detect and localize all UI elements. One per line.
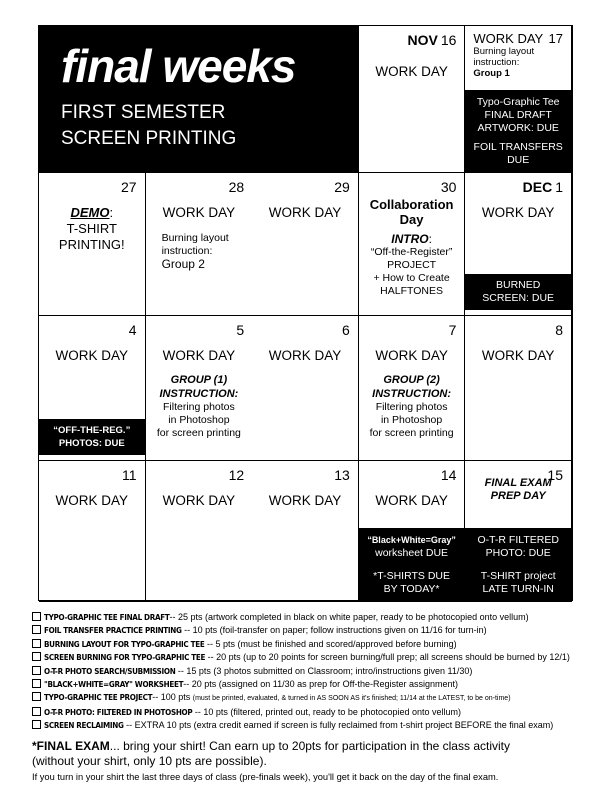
due-box: O-T-R FILTERED PHOTO: DUE T-SHIRT project LATE TURN-IN bbox=[465, 528, 571, 601]
day-number: 30 bbox=[440, 179, 457, 195]
day-number: 13 bbox=[334, 467, 350, 483]
grading-checklist bbox=[32, 611, 592, 784]
checkbox[interactable] bbox=[32, 639, 41, 648]
checklist-item: TYPO-GRAPHIC TEE PROJECT-- 100 pts (must be printed, evaluated, & turned in AS SOON AS it's finished; 11/14 at the LATEST, to be on-time) bbox=[32, 691, 592, 705]
subtitle-1: FIRST SEMESTER bbox=[61, 102, 226, 123]
day-number: 5 bbox=[236, 322, 245, 338]
month-label: NOV bbox=[407, 32, 438, 48]
day-dec-15 bbox=[465, 461, 572, 602]
note: Filtering photos in Photoshop for screen printing bbox=[156, 401, 241, 439]
day-title: WORK DAY bbox=[162, 493, 236, 508]
day-dec-7 bbox=[359, 316, 466, 461]
day-title: WORK DAY bbox=[55, 493, 129, 508]
day-title: FINAL EXAM PREP DAY bbox=[484, 477, 552, 502]
day-dec-12 bbox=[146, 461, 253, 602]
checkbox[interactable] bbox=[32, 707, 41, 716]
day-nov-17 bbox=[465, 26, 572, 173]
day-title: WORK DAY bbox=[375, 493, 448, 508]
day-title: WORK DAY bbox=[55, 348, 129, 363]
note: Burning layout bbox=[473, 46, 535, 57]
day-dec-14 bbox=[359, 461, 466, 602]
day-number: 29 bbox=[334, 179, 350, 195]
day-dec-1: DEC 1 WORK DAY BURNED SCREEN: DUE bbox=[465, 173, 572, 316]
subtitle-2: SCREEN PRINTING bbox=[61, 128, 237, 149]
day-number: 27 bbox=[121, 179, 137, 195]
checklist-item: SCREEN BURNING FOR TYPO-GRAPHIC TEE -- 20 pts (up to 20 points for screen burning/full prep; all screens should be burned by 12/1) bbox=[32, 651, 592, 664]
checkbox[interactable] bbox=[32, 625, 41, 634]
day-title: WORK DAY bbox=[375, 348, 448, 363]
day-number: 12 bbox=[228, 467, 245, 483]
calendar-grid bbox=[38, 25, 573, 601]
note: Burning layout instruction: Group 2 bbox=[161, 232, 229, 271]
day-title: WORK DAY bbox=[162, 205, 236, 220]
due-box: “OFF-THE-REG.” PHOTOS: DUE bbox=[39, 419, 145, 455]
day-dec-13 bbox=[252, 461, 359, 602]
note: Filtering photos in Photoshop for screen printing bbox=[369, 401, 454, 439]
day-title: WORK DAY bbox=[268, 493, 342, 508]
checkbox[interactable] bbox=[32, 679, 41, 688]
checklist-item: SCREEN RECLAIMING -- EXTRA 10 pts (extra credit earned if screen is fully reclaimed from t-shirt project BEFORE the final exam) bbox=[32, 719, 592, 732]
day-nov-27: 27 DEMO: T-SHIRT PRINTING! bbox=[39, 173, 146, 316]
note: INTRO: “Off-the-Register” PROJECT + How to Create HALFTONES bbox=[370, 232, 453, 297]
day-number: 1 bbox=[555, 179, 563, 195]
checklist-item: FOIL TRANSFER PRACTICE PRINTING -- 10 pts (foil-transfer on paper; follow instructions given on 11/16 for turn-in) bbox=[32, 624, 592, 637]
day-title: WORK DAY bbox=[268, 205, 342, 220]
checklist-item: TYPO-GRAPHIC TEE FINAL DRAFT-- 25 pts (artwork completed in black on white paper, ready to be photocopied onto vellum) bbox=[32, 611, 592, 624]
checkbox[interactable] bbox=[32, 666, 41, 675]
day-number: 6 bbox=[342, 322, 350, 338]
checklist-item: O-T-R PHOTO SEARCH/SUBMISSION -- 15 pts (3 photos submitted on Classroom; intro/instructions given 11/30) bbox=[32, 665, 592, 678]
day-number: 15 bbox=[547, 467, 563, 483]
due-box: “Black+White=Gray” worksheet DUE *T-SHIRTS DUE BY TODAY* bbox=[359, 528, 465, 601]
day-title: WORK DAY bbox=[162, 348, 236, 363]
day-nov-16 bbox=[359, 26, 466, 173]
day-dec-8 bbox=[465, 316, 572, 461]
day-dec-4 bbox=[39, 316, 146, 461]
day-number: 28 bbox=[228, 179, 245, 195]
checkbox[interactable] bbox=[32, 692, 41, 701]
day-dec-5 bbox=[146, 316, 253, 461]
final-exam-note: *FINAL EXAM... bring your shirt! Can earn up to 20pts for participation in the class activity (without your shirt, only 10 pts are possible). bbox=[32, 738, 510, 768]
day-title: WORK DAY bbox=[268, 348, 342, 363]
checkbox[interactable] bbox=[32, 652, 41, 661]
note: GROUP (2) INSTRUCTION: bbox=[372, 374, 451, 400]
note: GROUP (1) INSTRUCTION: bbox=[159, 374, 239, 400]
day-number: 11 bbox=[122, 467, 137, 483]
page-title: final weeks bbox=[61, 40, 296, 92]
day-nov-29 bbox=[252, 173, 359, 316]
due-box: Typo-Graphic Tee FINAL DRAFT ARTWORK: DUE FOIL TRANSFERS DUE bbox=[465, 90, 571, 172]
checklist-item: "BLACK+WHITE=GRAY" WORKSHEET-- 20 pts (assigned on 11/30 as prep for Off-the-Register assignment) bbox=[32, 678, 592, 691]
day-number: 17 bbox=[548, 31, 563, 46]
day-nov-30 bbox=[359, 173, 466, 316]
checkbox[interactable] bbox=[32, 612, 41, 621]
day-title: WORK DAY bbox=[481, 348, 555, 363]
day-number: 7 bbox=[448, 322, 457, 338]
day-title: WORK DAY bbox=[473, 31, 544, 46]
day-number: 4 bbox=[128, 322, 137, 338]
day-title: WORK DAY bbox=[481, 205, 555, 220]
note: T-SHIRT bbox=[66, 221, 117, 236]
day-title: DEMO bbox=[70, 205, 110, 220]
due-box: BURNED SCREEN: DUE bbox=[465, 274, 571, 310]
day-dec-6 bbox=[252, 316, 359, 461]
day-dec-11 bbox=[39, 461, 146, 602]
note: Group 1 bbox=[473, 68, 510, 79]
day-number: 16 bbox=[440, 32, 457, 48]
day-title: WORK DAY bbox=[375, 64, 448, 79]
day-number: 14 bbox=[440, 467, 457, 483]
day-nov-28 bbox=[146, 173, 253, 316]
header-block bbox=[39, 26, 359, 173]
day-number: 8 bbox=[555, 322, 563, 338]
shirt-return-note: If you turn in your shirt the last three days of class (pre-finals week), you'll get it back on the day of the final exam. bbox=[32, 771, 499, 782]
day-title: Collaboration Day bbox=[369, 197, 454, 227]
checklist-item: BURNING LAYOUT FOR TYPO-GRAPHIC TEE -- 5 pts (must be finished and scored/approved before burning) bbox=[32, 638, 592, 651]
checklist-item: O-T-R PHOTO: FILTERED IN PHOTOSHOP -- 10 pts (filtered, printed out, ready to be photocopied onto vellum) bbox=[32, 706, 592, 719]
note: instruction: bbox=[473, 57, 520, 68]
checkbox[interactable] bbox=[32, 720, 41, 729]
note: PRINTING! bbox=[58, 237, 125, 252]
